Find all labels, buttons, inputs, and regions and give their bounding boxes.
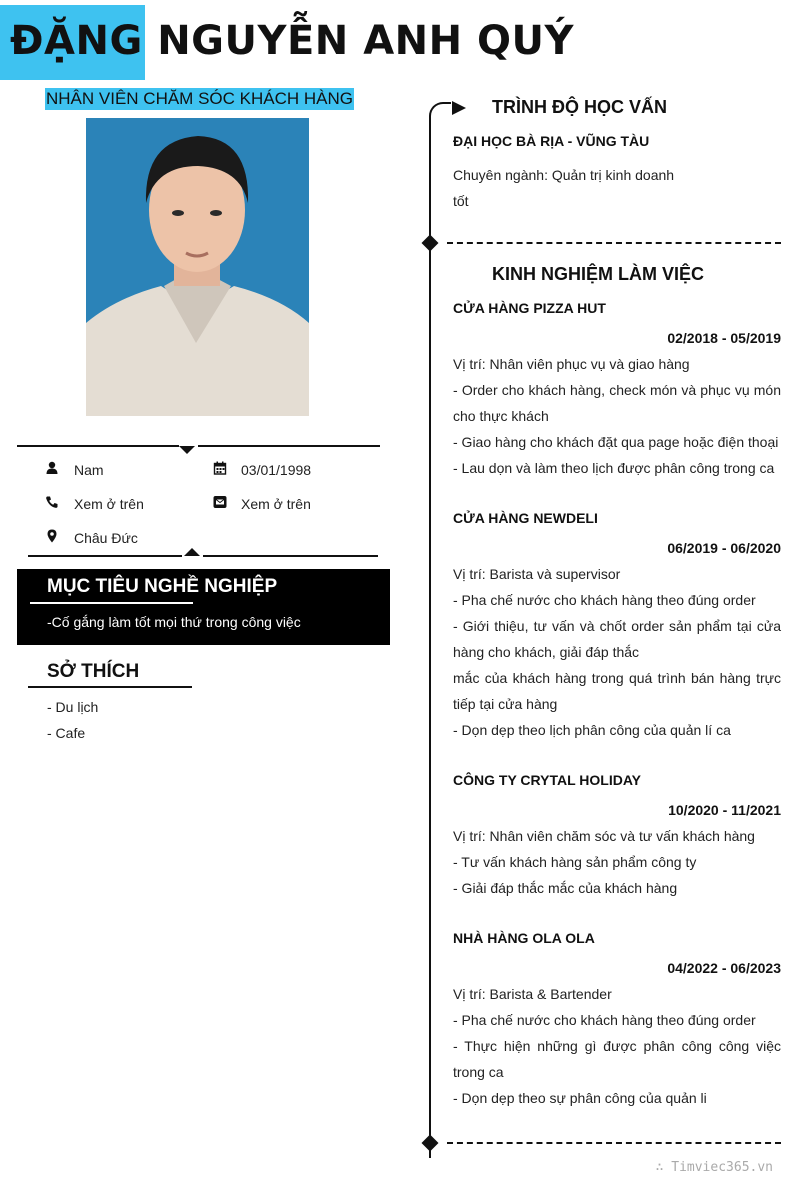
phone-icon bbox=[45, 495, 59, 509]
calendar-icon bbox=[213, 461, 227, 475]
info-divider-top-left bbox=[17, 445, 179, 447]
objective-text: -Cố gắng làm tốt mọi thứ trong công việc bbox=[47, 614, 301, 630]
experience-title bbox=[478, 262, 718, 287]
section-dash-divider bbox=[447, 1142, 781, 1144]
map-marker-icon bbox=[45, 529, 59, 543]
job-line: Vị trí: Nhân viên phục vụ và giao hàng bbox=[453, 356, 690, 372]
portrait-illustration bbox=[86, 118, 309, 416]
job-period: 02/2018 - 05/2019 bbox=[667, 330, 781, 346]
education-grade: tốt bbox=[453, 193, 469, 209]
job-title: NHÂN VIÊN CHĂM SÓC KHÁCH HÀNG bbox=[46, 89, 353, 108]
user-icon bbox=[45, 461, 59, 475]
section-dash-divider bbox=[447, 242, 781, 244]
job-entry bbox=[453, 295, 781, 481]
arrow-right-icon bbox=[448, 97, 470, 119]
experience-title-text: KINH NGHIỆM LÀM VIỆC bbox=[492, 264, 705, 284]
job-line: - Giới thiệu, tư vấn và chốt order sản phẩm tại cửa hàng cho khách, giải đáp thắc bbox=[453, 618, 781, 660]
job-line: - Dọn dẹp theo lịch phân công của quản lí ca bbox=[453, 722, 731, 738]
job-line: - Pha chế nước cho khách hàng theo đúng order bbox=[453, 592, 756, 608]
info-divider-bottom-left bbox=[28, 555, 182, 557]
candidate-name: ĐẶNG NGUYỄN ANH QUÝ bbox=[10, 18, 574, 64]
school-name: ĐẠI HỌC BÀ RỊA - VŨNG TÀU bbox=[453, 133, 650, 149]
timeline-diamond bbox=[422, 235, 439, 252]
info-divider-top-right bbox=[198, 445, 380, 447]
education-title bbox=[478, 95, 681, 120]
watermark bbox=[656, 1160, 773, 1175]
hobby-item: - Du lịch bbox=[47, 699, 99, 715]
timeline-diamond bbox=[422, 1135, 439, 1152]
job-company: CÔNG TY CRYTAL HOLIDAY bbox=[453, 772, 641, 788]
job-company: CỬA HÀNG NEWDELI bbox=[453, 510, 598, 526]
objective-title: MỤC TIÊU NGHỀ NGHIỆP bbox=[47, 576, 278, 597]
phone-value: Xem ở trên bbox=[74, 496, 144, 512]
job-line: - Pha chế nước cho khách hàng theo đúng order bbox=[453, 1012, 756, 1028]
job-line: Vị trí: Barista và supervisor bbox=[453, 566, 621, 582]
job-line: - Order cho khách hàng, check món và phục vụ món cho thực khách bbox=[453, 382, 781, 424]
education-major: Chuyên ngành: Quản trị kinh doanh bbox=[453, 167, 675, 183]
profile-photo bbox=[86, 118, 309, 416]
job-line: - Thực hiện những gì được phân công công việc trong ca bbox=[453, 1038, 781, 1080]
education-block bbox=[453, 128, 781, 214]
job-line: - Tư vấn khách hàng sản phẩm công ty bbox=[453, 854, 697, 870]
timeline-line bbox=[429, 116, 431, 1158]
job-line: - Lau dọn và làm theo lịch được phân công trong ca bbox=[453, 460, 775, 476]
info-divider-bottom-right bbox=[203, 555, 378, 557]
job-period: 06/2019 - 06/2020 bbox=[667, 540, 781, 556]
info-divider-arrow-down bbox=[179, 446, 195, 454]
address-value: Châu Đức bbox=[74, 530, 138, 546]
job-entry bbox=[453, 925, 781, 1111]
email-value: Xem ở trên bbox=[241, 496, 311, 512]
job-line: mắc của khách hàng trong quá trình bán hàng trực tiếp tại cửa hàng bbox=[453, 670, 781, 712]
job-company: NHÀ HÀNG OLA OLA bbox=[453, 930, 595, 946]
job-entry bbox=[453, 767, 781, 901]
hobby-item: - Cafe bbox=[47, 725, 86, 741]
gender-value: Nam bbox=[74, 462, 104, 478]
info-divider-arrow-up bbox=[184, 548, 200, 556]
education-title-text: TRÌNH ĐỘ HỌC VẤN bbox=[492, 97, 667, 117]
job-line: - Giải đáp thắc mắc của khách hàng bbox=[453, 880, 678, 896]
objective-section bbox=[17, 569, 390, 645]
job-line: Vị trí: Barista & Bartender bbox=[453, 986, 612, 1002]
job-line: - Dọn dẹp theo sự phân công của quản li bbox=[453, 1090, 707, 1106]
job-line: Vị trí: Nhân viên chăm sóc và tư vấn khách hàng bbox=[453, 828, 755, 844]
birthday-value: 03/01/1998 bbox=[241, 462, 312, 478]
objective-underline bbox=[30, 602, 193, 604]
job-company: CỬA HÀNG PIZZA HUT bbox=[453, 300, 606, 316]
hobbies-underline bbox=[28, 686, 192, 688]
envelope-icon bbox=[213, 495, 227, 509]
job-entry bbox=[453, 505, 781, 743]
job-period: 10/2020 - 11/2021 bbox=[668, 802, 781, 818]
job-period: 04/2022 - 06/2023 bbox=[667, 960, 781, 976]
job-line: - Giao hàng cho khách đặt qua page hoặc điện thoại bbox=[453, 434, 779, 450]
watermark-logo-icon: ∴ bbox=[655, 1160, 672, 1175]
watermark-text: Timviec365.vn bbox=[671, 1160, 773, 1175]
hobbies-title: SỞ THÍCH bbox=[47, 661, 140, 682]
